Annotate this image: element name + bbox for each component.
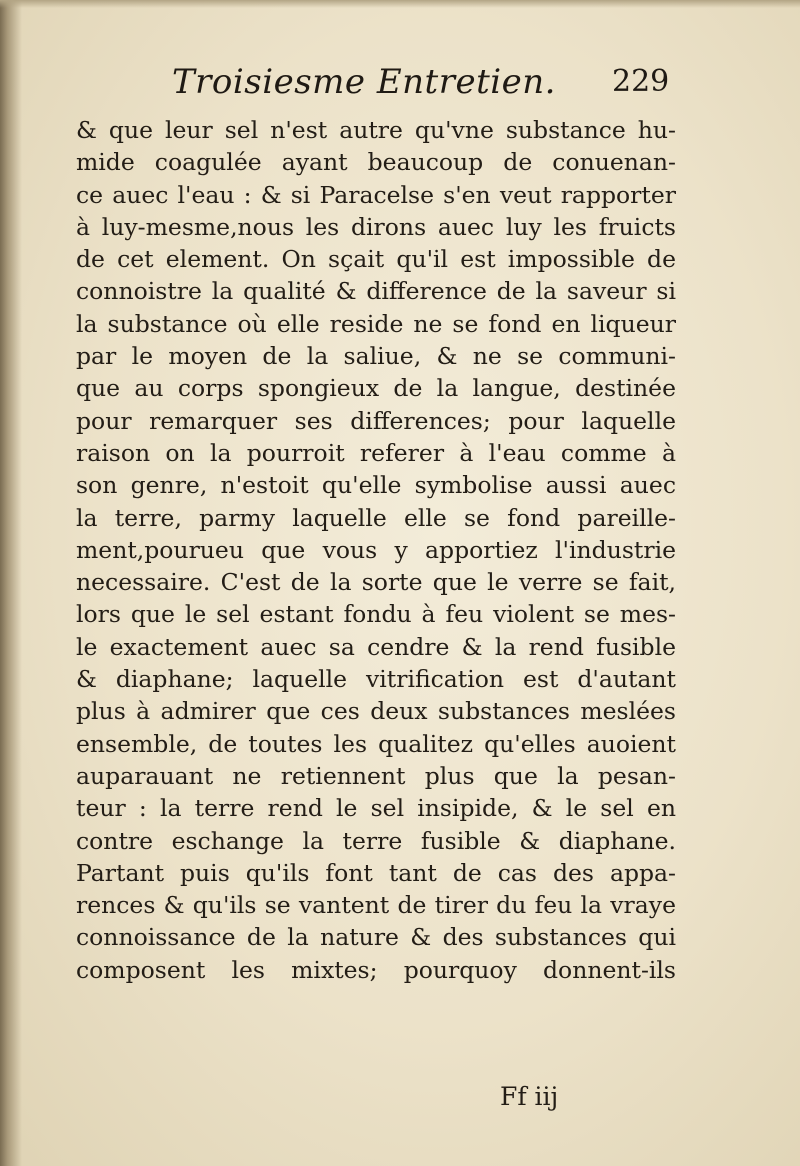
text-line: rences & qu'ils se vantent de tirer du feu la vraye	[76, 891, 676, 920]
text-line: composent les mixtes; pourquoy donnent-ils	[76, 955, 676, 984]
text-line: mide coagulée ayant beaucoup de conuenan-	[76, 148, 676, 177]
text-line: connoissance de la nature & des substances qui	[76, 923, 676, 952]
text-line: la substance où elle reside ne se fond en liqueur	[76, 309, 676, 338]
text-line: à luy-mesme,nous les dirons auec luy les fruicts	[76, 212, 676, 241]
text-line: ment,pourueu que vous y apportiez l'industrie	[76, 535, 676, 564]
text-line: par le moyen de la saliue, & ne se communi-	[76, 342, 676, 371]
page-top-edge	[0, 0, 800, 8]
text-line: ce auec l'eau : & si Paracelse s'en veut rapporter	[76, 180, 676, 209]
text-line: le exactement auec sa cendre & la rend fusible	[76, 632, 676, 661]
text-line: son genre, n'estoit qu'elle symbolise aussi auec	[76, 471, 676, 500]
signature-mark: Ff iij	[500, 1082, 559, 1111]
text-line: contre eschange la terre fusible & diaphane.	[76, 826, 676, 855]
text-line: teur : la terre rend le sel insipide, & le sel en	[76, 794, 676, 823]
text-line: lors que le sel estant fondu à feu violent se mes-	[76, 600, 676, 629]
body-text	[76, 114, 676, 986]
text-line: connoistre la qualité & difference de la saveur si	[76, 277, 676, 306]
text-line: raison on la pourroit referer à l'eau comme à	[76, 438, 676, 467]
text-line: que au corps spongieux de la langue, destinée	[76, 374, 676, 403]
text-line: necessaire. C'est de la sorte que le verre se fait,	[76, 568, 676, 597]
running-title: Troisiesme Entretien.	[172, 62, 556, 102]
text-line: ensemble, de toutes les qualitez qu'elles auoient	[76, 729, 676, 758]
gutter-shadow	[0, 0, 22, 1166]
text-line: & diaphane; laquelle vitrification est d'autant	[76, 665, 676, 694]
page-number: 229	[612, 64, 670, 99]
text-line: & que leur sel n'est autre qu'vne substance hu-	[76, 116, 676, 144]
text-line: de cet element. On sçait qu'il est impossible de	[76, 245, 676, 274]
text-line: Partant puis qu'ils font tant de cas des appa-	[76, 858, 676, 887]
text-line: la terre, parmy laquelle elle se fond pareille-	[76, 503, 676, 532]
text-line: auparauant ne retiennent plus que la pesan-	[76, 761, 676, 790]
page-header	[172, 62, 672, 112]
text-line: pour remarquer ses differences; pour laquelle	[76, 406, 676, 435]
text-line: plus à admirer que ces deux substances meslées	[76, 697, 676, 726]
